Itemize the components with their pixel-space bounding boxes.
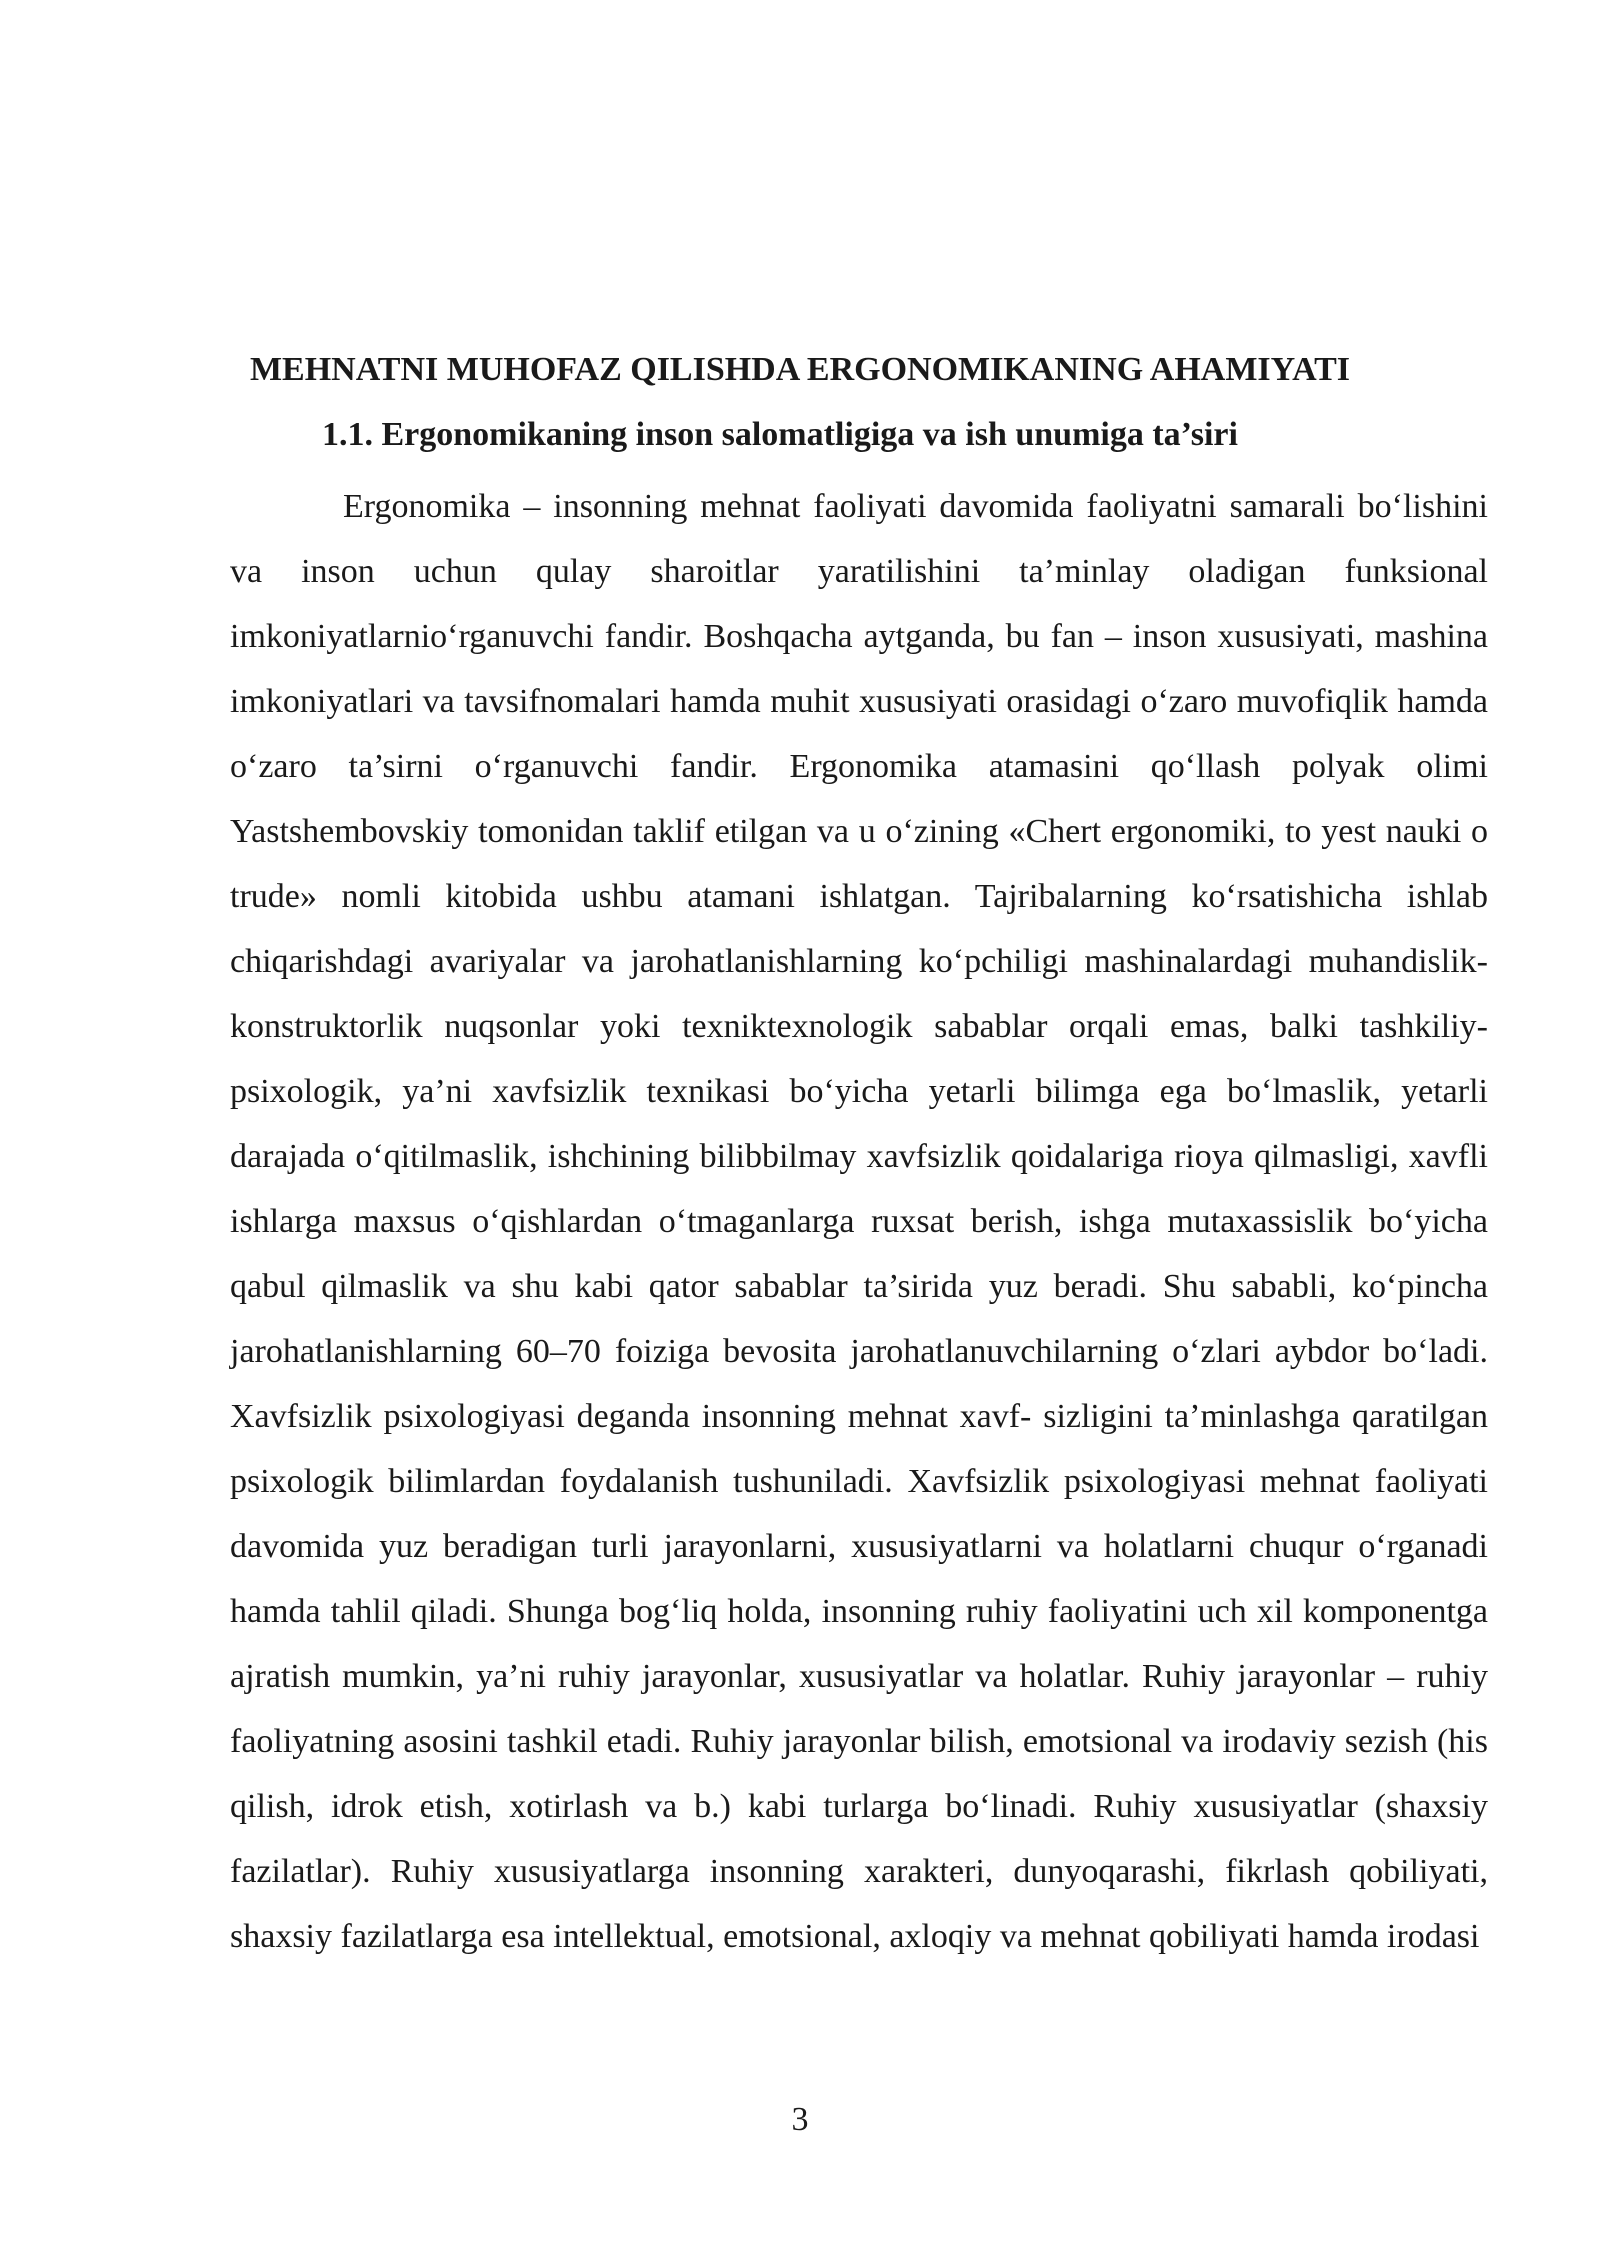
document-title: MEHNATNI MUHOFAZ QILISHDA ERGONOMIKANING AHAMIYATI (249, 351, 1351, 388)
section-heading: 1.1. Ergonomikaning inson salomatligiga va ish unumiga ta’siri (322, 416, 1238, 453)
page-number: 3 (791, 2101, 809, 2138)
body-paragraph: Ergonomika – insonning mehnat faoliyati davomida faoliyatni samarali bo‘lishini va inson uchun qulay sharoitlar yaratilishini ta’minlay oladigan funksional imkoniyatlarnio‘rganuvchi fandir. Boshqacha aytganda, bu fan – inson xususiyati, mashina imkoniyatlari va tavsifnomalari hamda muhit xususiyati orasidagi o‘zaro muvofiqlik hamda o‘zaro ta’sirni o‘rganuvchi fandir. Ergonomika atamasini qo‘llash polyak olimi Yastshembovskiy tomonidan taklif etilgan va u o‘zining «Chert ergonomiki, to yest nauki o trude» nomli kitobida ushbu atamani ishlatgan. Tajribalarning ko‘rsatishicha ishlab chiqarishdagi avariyalar va jarohatlanishlarning ko‘pchiligi mashinalardagi muhandislik-konstruktorlik nuqsonlar yoki texniktexnologik sabablar orqali emas, balki tashkiliy-psixologik, ya’ni xavfsizlik texnikasi bo‘yicha yetarli bilimga ega bo‘lmaslik, yetarli darajada o‘qitilmaslik, ishchining bilibbilmay xavfsizlik qoidalariga rioya qilmasligi, xavfli ishlarga maxsus o‘qishlardan o‘tmaganlarga ruxsat berish, ishga mutaxassislik bo‘yicha qabul qilmaslik va shu kabi qator sabablar ta’sirida yuz beradi. Shu sababli, ko‘pincha jarohatlanishlarning 60–70 foiziga bevosita jarohatlanuvchilarning o‘zlari aybdor bo‘ladi. Xavfsizlik psixologiyasi deganda insonning mehnat xavf- sizligini ta’minlashga qaratilgan psixologik bilimlardan foydalanish tushuniladi. Xavfsizlik psixologiyasi mehnat faoliyati davomida yuz beradigan turli jarayonlarni, xususiyatlarni va holatlarni chuqur o‘rganadi hamda tahlil qiladi. Shunga bog‘liq holda, insonning ruhiy faoliyatini uch xil komponentga ajratish mumkin, ya’ni ruhiy jarayonlar, xususiyatlar va holatlar. Ruhiy jarayonlar – ruhiy faoliyatning asosini tashkil etadi. Ruhiy jarayonlar bilish, emotsional va irodaviy sezish (his qilish, idrok etish, xotirlash va b.) kabi turlarga bo‘linadi. Ruhiy xususiyatlar (shaxsiy fazilatlar). Ruhiy xususiyatlarga insonning xarakteri, dunyoqarashi, fikrlash qobiliyati, shaxsiy fazilatlarga esa intellektual, emotsional, axloqiy va mehnat qobiliyati hamda irodasi (230, 488, 1488, 1955)
